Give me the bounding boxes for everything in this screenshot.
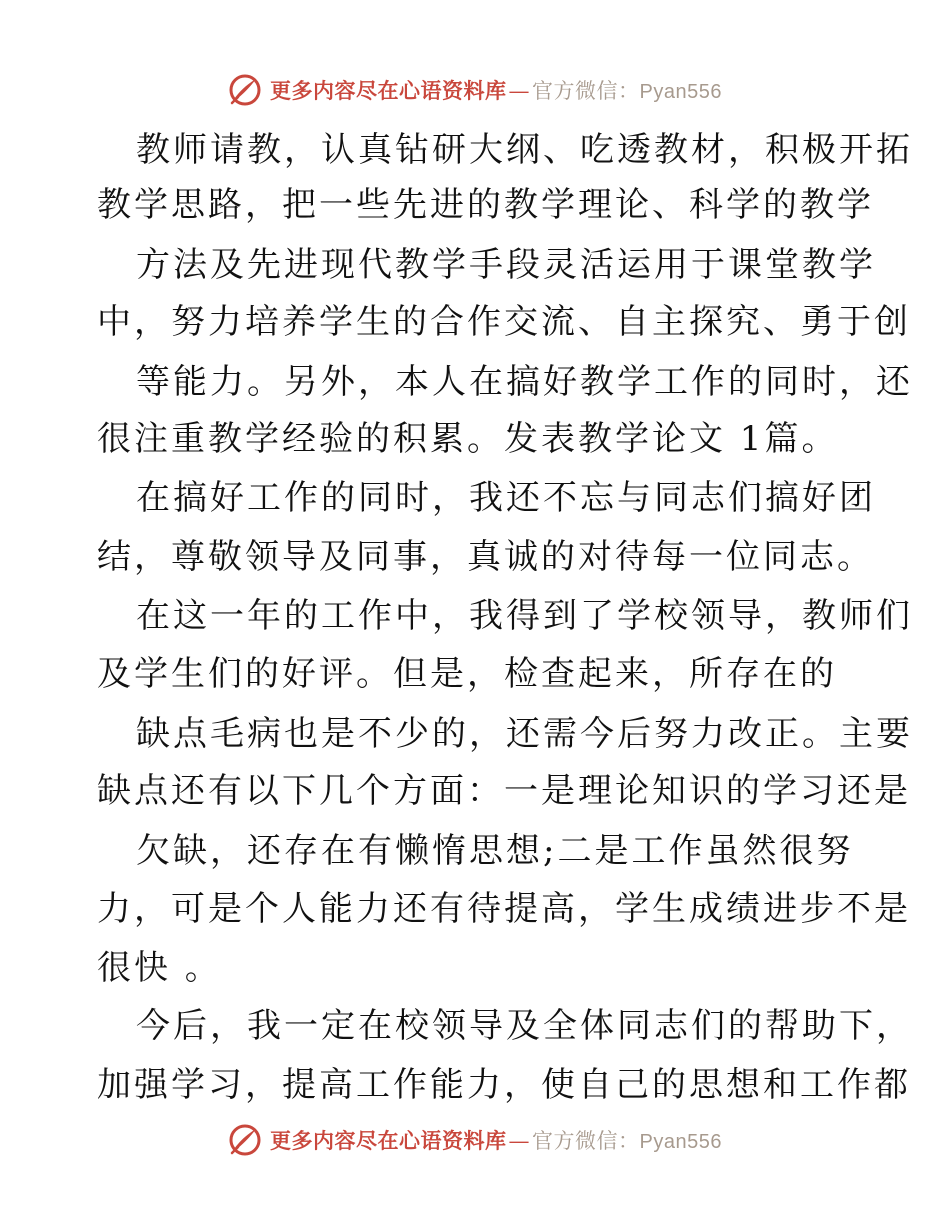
text-line: 教师请教，认真钻研大纲、吃透教材，积极开拓 (136, 130, 913, 170)
text-line: 缺点毛病也是不少的，还需今后努力改正。主要 (136, 714, 913, 754)
watermark-wechat-label: 官方微信： (532, 1129, 640, 1153)
text-line: 教学思路，把一些先进的教学理论、科学的教学 (97, 185, 874, 225)
text-line: 及学生们的好评。但是，检查起来，所存在的 (97, 654, 837, 694)
text-line: 今后，我一定在校领导及全体同志们的帮助下， (136, 1006, 913, 1046)
text-line: 在搞好工作的同时，我还不忘与同志们搞好团 (136, 478, 876, 518)
watermark-site-name: 更多内容尽在心语资料库 (270, 1128, 507, 1153)
text-line: 加强学习，提高工作能力，使自己的思想和工作都 (97, 1065, 911, 1105)
text-line: 力，可是个人能力还有待提高，学生成绩进步不是 (97, 889, 911, 929)
text-line: 在这一年的工作中，我得到了学校领导，教师们 (136, 596, 913, 636)
watermark-dash: — (508, 1129, 531, 1153)
text-line: 很注重教学经验的积累。发表教学论文 1篇。 (97, 419, 839, 459)
text-line: 中，努力培养学生的合作交流、自主探究、勇于创 (97, 302, 911, 342)
watermark-text (270, 1125, 722, 1155)
text-line: 结，尊敬领导及同事，真诚的对待每一位同志。 (97, 537, 874, 577)
text-line: 缺点还有以下几个方面：一是理论知识的学习还是 (97, 771, 911, 811)
quill-logo-icon (228, 1123, 262, 1157)
watermark-wechat-id: Pyan556 (639, 81, 722, 103)
watermark-header (0, 70, 950, 110)
watermark-dash: — (508, 79, 531, 103)
text-line: 欠缺，还存在有懒惰思想;二是工作虽然很努 (136, 831, 854, 871)
watermark-text (270, 75, 722, 105)
text-line: 很快 。 (97, 948, 222, 988)
text-line: 等能力。另外，本人在搞好教学工作的同时，还 (136, 362, 913, 402)
watermark-wechat-id: Pyan556 (639, 1131, 722, 1153)
watermark-wechat-label: 官方微信： (532, 79, 640, 103)
quill-logo-icon (228, 73, 262, 107)
text-line: 方法及先进现代教学手段灵活运用于课堂教学 (136, 245, 876, 285)
watermark-site-name: 更多内容尽在心语资料库 (270, 78, 507, 103)
watermark-footer (0, 1120, 950, 1160)
